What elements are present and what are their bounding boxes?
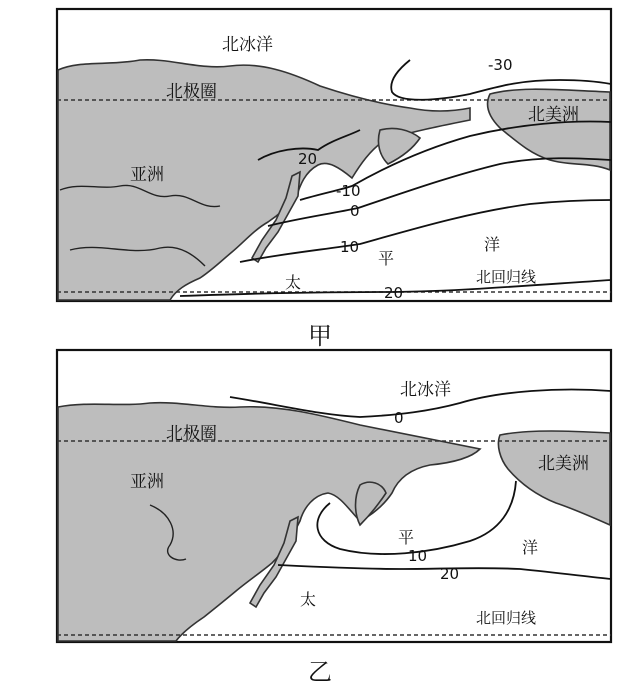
map-a-iso-label-neg30: -30: [488, 56, 513, 74]
map-a-label-pacific-2: 平: [378, 249, 395, 268]
map-a-caption: 甲: [308, 322, 332, 350]
map-a-isotherm-0: [268, 158, 611, 226]
map-a-iso-label-0: 0: [350, 202, 360, 220]
map-b-label-asia: 亚洲: [130, 472, 164, 492]
map-a-label-arctic-circle: 北极圈: [166, 82, 217, 102]
map-b-label-pacific-1: 太: [300, 590, 317, 609]
map-a-asia-land: [58, 60, 470, 300]
map-a-iso-label-20-north: 20: [298, 150, 318, 168]
map-b-label-pacific-3: 洋: [522, 538, 539, 557]
map-b-caption: 乙: [308, 658, 332, 686]
map-a-isotherm-10: [240, 200, 611, 262]
map-a-label-pacific-1: 太: [285, 273, 302, 292]
map-b-iso-label-0: 0: [394, 409, 404, 427]
map-a-label-tropic: 北回归线: [476, 268, 537, 286]
map-a: [0, 0, 639, 330]
map-a-alaska: [378, 128, 420, 164]
map-b-label-arctic-ocean: 北冰洋: [400, 380, 451, 400]
map-a-label-pacific-3: 洋: [484, 235, 501, 254]
map-a-label-north-america: 北美洲: [528, 105, 579, 125]
map-a-iso-label-neg10: -10: [336, 182, 361, 200]
map-b-label-north-america: 北美洲: [538, 454, 589, 474]
map-a-iso-label-20-south: 20: [384, 284, 404, 302]
map-b-north-america-land: [498, 431, 610, 525]
map-b-asia-land: [58, 403, 480, 641]
map-b: [0, 345, 639, 650]
map-b-label-arctic-circle: 北极圈: [166, 424, 217, 444]
map-a-label-arctic-ocean: 北冰洋: [222, 35, 273, 55]
map-b-iso-label-20: 20: [440, 565, 460, 583]
map-a-iso-label-10: 10: [340, 238, 360, 256]
map-b-label-pacific-2: 平: [398, 528, 415, 547]
map-b-label-tropic: 北回归线: [476, 609, 537, 627]
map-b-iso-label-10: 10: [408, 547, 428, 565]
map-a-label-asia: 亚洲: [130, 165, 164, 185]
